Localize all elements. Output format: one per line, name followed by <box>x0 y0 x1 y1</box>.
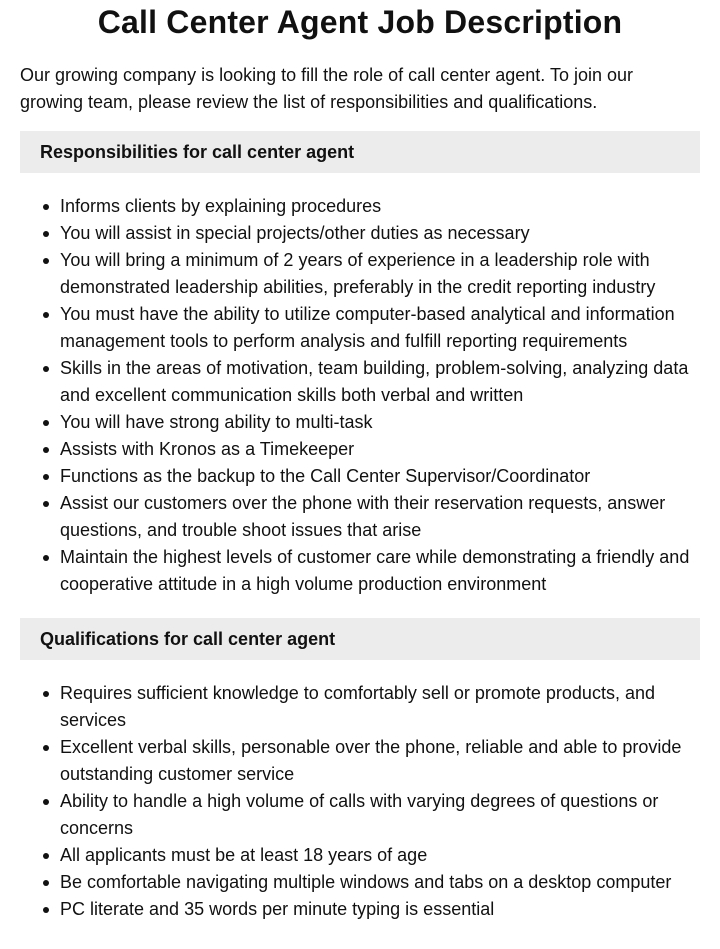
list-item: Ability to handle a high volume of calls with varying degrees of questions or concerns <box>60 788 700 842</box>
list-item: You will assist in special projects/other duties as necessary <box>60 220 700 247</box>
list-item: Assist our customers over the phone with their reservation requests, answer questions, and trouble shoot issues that arise <box>60 490 700 544</box>
responsibilities-list <box>20 193 700 598</box>
qualifications-list <box>20 680 700 923</box>
list-item: Maintain the highest levels of customer care while demonstrating a friendly and cooperative attitude in a high volume production environment <box>60 544 700 598</box>
qualifications-heading: Qualifications for call center agent <box>20 618 700 660</box>
list-item: You will have strong ability to multi-task <box>60 409 700 436</box>
list-item: Informs clients by explaining procedures <box>60 193 700 220</box>
intro-paragraph: Our growing company is looking to fill the role of call center agent. To join our growing team, please review the list of responsibilities and qualifications. <box>20 65 633 112</box>
list-item: You will bring a minimum of 2 years of experience in a leadership role with demonstrated leadership abilities, preferably in the credit reporting industry <box>60 247 700 301</box>
page-title: Call Center Agent Job Description <box>97 4 623 40</box>
list-item: Excellent verbal skills, personable over the phone, reliable and able to provide outstanding customer service <box>60 734 700 788</box>
list-item: PC literate and 35 words per minute typing is essential <box>60 896 700 923</box>
responsibilities-heading: Responsibilities for call center agent <box>20 131 700 173</box>
list-item: Functions as the backup to the Call Center Supervisor/Coordinator <box>60 463 700 490</box>
list-item: Be comfortable navigating multiple windows and tabs on a desktop computer <box>60 869 700 896</box>
list-item: Assists with Kronos as a Timekeeper <box>60 436 700 463</box>
list-item: Requires sufficient knowledge to comfortably sell or promote products, and services <box>60 680 700 734</box>
list-item: Skills in the areas of motivation, team building, problem-solving, analyzing data and excellent communication skills both verbal and written <box>60 355 700 409</box>
list-item: You must have the ability to utilize computer-based analytical and information management tools to perform analysis and fulfill reporting requirements <box>60 301 700 355</box>
list-item: All applicants must be at least 18 years of age <box>60 842 700 869</box>
